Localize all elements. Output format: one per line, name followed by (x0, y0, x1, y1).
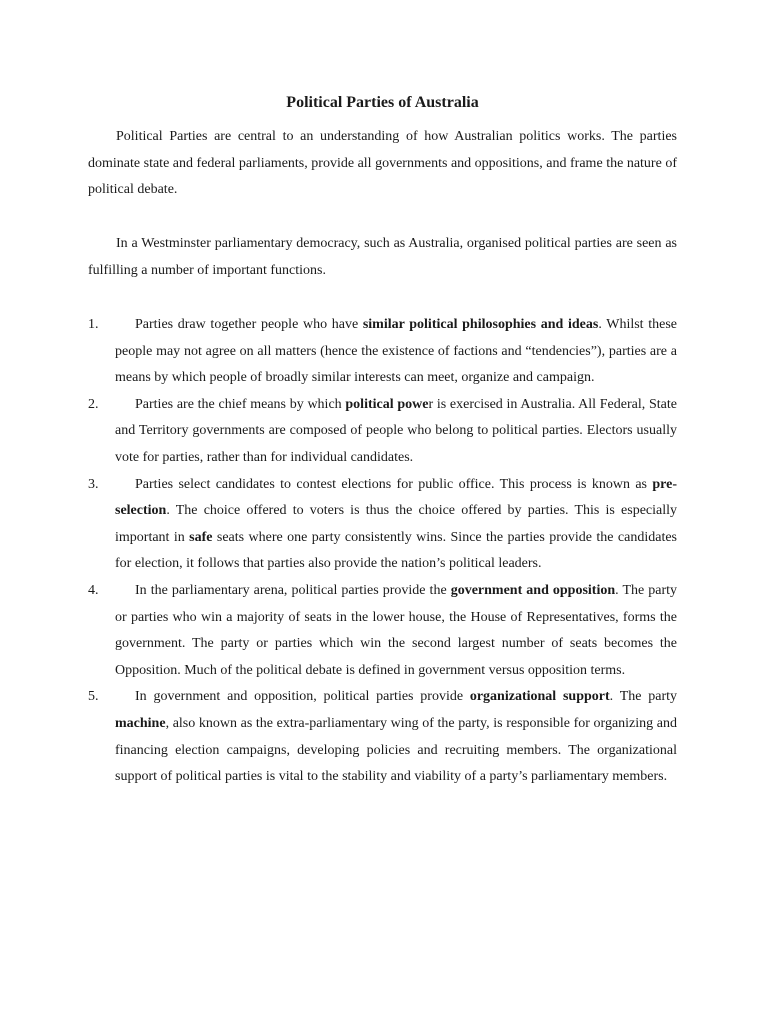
list-item-text-middle: r is exercised in Australia. All Federal, State and Territory governments are composed of people who belong to political parties. Electors usually vote for parties, rather than for individual candidates. (115, 396, 677, 465)
list-item-text (115, 312, 677, 392)
list-item-text-end: seats where one party consistently wins. Since the parties provide the candidates for election, it follows that parties also provide the nation’s political leaders. (115, 529, 678, 572)
list-item (88, 578, 677, 684)
list-item-key-term-2: safe (189, 529, 213, 545)
list-item-key-term-2: machine (115, 715, 166, 731)
functions-list (88, 312, 677, 791)
list-item-key-term: similar political philosophies and ideas (362, 317, 599, 332)
list-item-number: 5. (88, 689, 99, 705)
list-item-text-start: In the parliamentary arena, political parties provide the (135, 582, 451, 598)
intro-paragraph-2: In a Westminster parliamentary democracy, such as Australia, organised political parties are seen as fulfilling a number of important functions. (88, 236, 677, 278)
list-item-text-start: Parties draw together people who have (135, 317, 363, 332)
list-item-text-middle: . The choice offered to voters is thus the choice offered by parties. This is especially important in (115, 503, 677, 545)
intro-paragraph-1: Political Parties are central to an understanding of how Australian politics works. The parties dominate state and federal parliaments, provide all governments and oppositions, and frame the nature of political debate. (88, 129, 677, 197)
list-item-number: 3. (88, 476, 99, 492)
page-title: Political Parties of Australia (286, 94, 479, 111)
list-item-text-start: Parties are the chief means by which (135, 396, 346, 412)
list-item-text (115, 392, 677, 472)
list-item-text (115, 684, 677, 790)
list-item-text-middle: . The party or parties who win a majority of seats in the lower house, the House of Representatives, forms the government. The party or parties which win the second largest number of seats becomes the Opposition. Much of the political debate is defined in government versus opposition terms. (115, 582, 678, 678)
list-item-text-start: Parties select candidates to contest elections for public office. This process is known as (135, 476, 653, 492)
list-item-text (115, 472, 677, 578)
list-item-text-end: , also known as the extra-parliamentary wing of the party, is responsible for organizing and financing election campaigns, developing policies and recruiting members. The organizational support of political parties is vital to the stability and viability of a party’s parliamentary members. (115, 715, 677, 785)
list-item-key-term: political powe (345, 396, 429, 412)
list-item (88, 684, 677, 790)
list-item-number: 1. (88, 317, 99, 332)
list-item-key-term: pre-selection (115, 476, 677, 519)
list-item-text-start: In government and opposition, political parties provide (135, 689, 470, 705)
list-item-number: 4. (88, 582, 99, 598)
list-item-text-middle: . Whilst these people may not agree on all matters (hence the existence of factions and “tendencies”), parties are a means by which people of broadly similar interests can meet, organize and campaign. (115, 317, 678, 386)
list-item (88, 472, 677, 578)
list-item-number: 2. (88, 396, 99, 412)
list-item-key-term: organizational support (469, 689, 610, 705)
list-item-text-middle: . The party (609, 689, 678, 705)
list-item (88, 312, 677, 392)
list-item-key-term: government and opposition (450, 582, 616, 598)
list-item-text (115, 578, 677, 684)
list-item (88, 392, 677, 472)
